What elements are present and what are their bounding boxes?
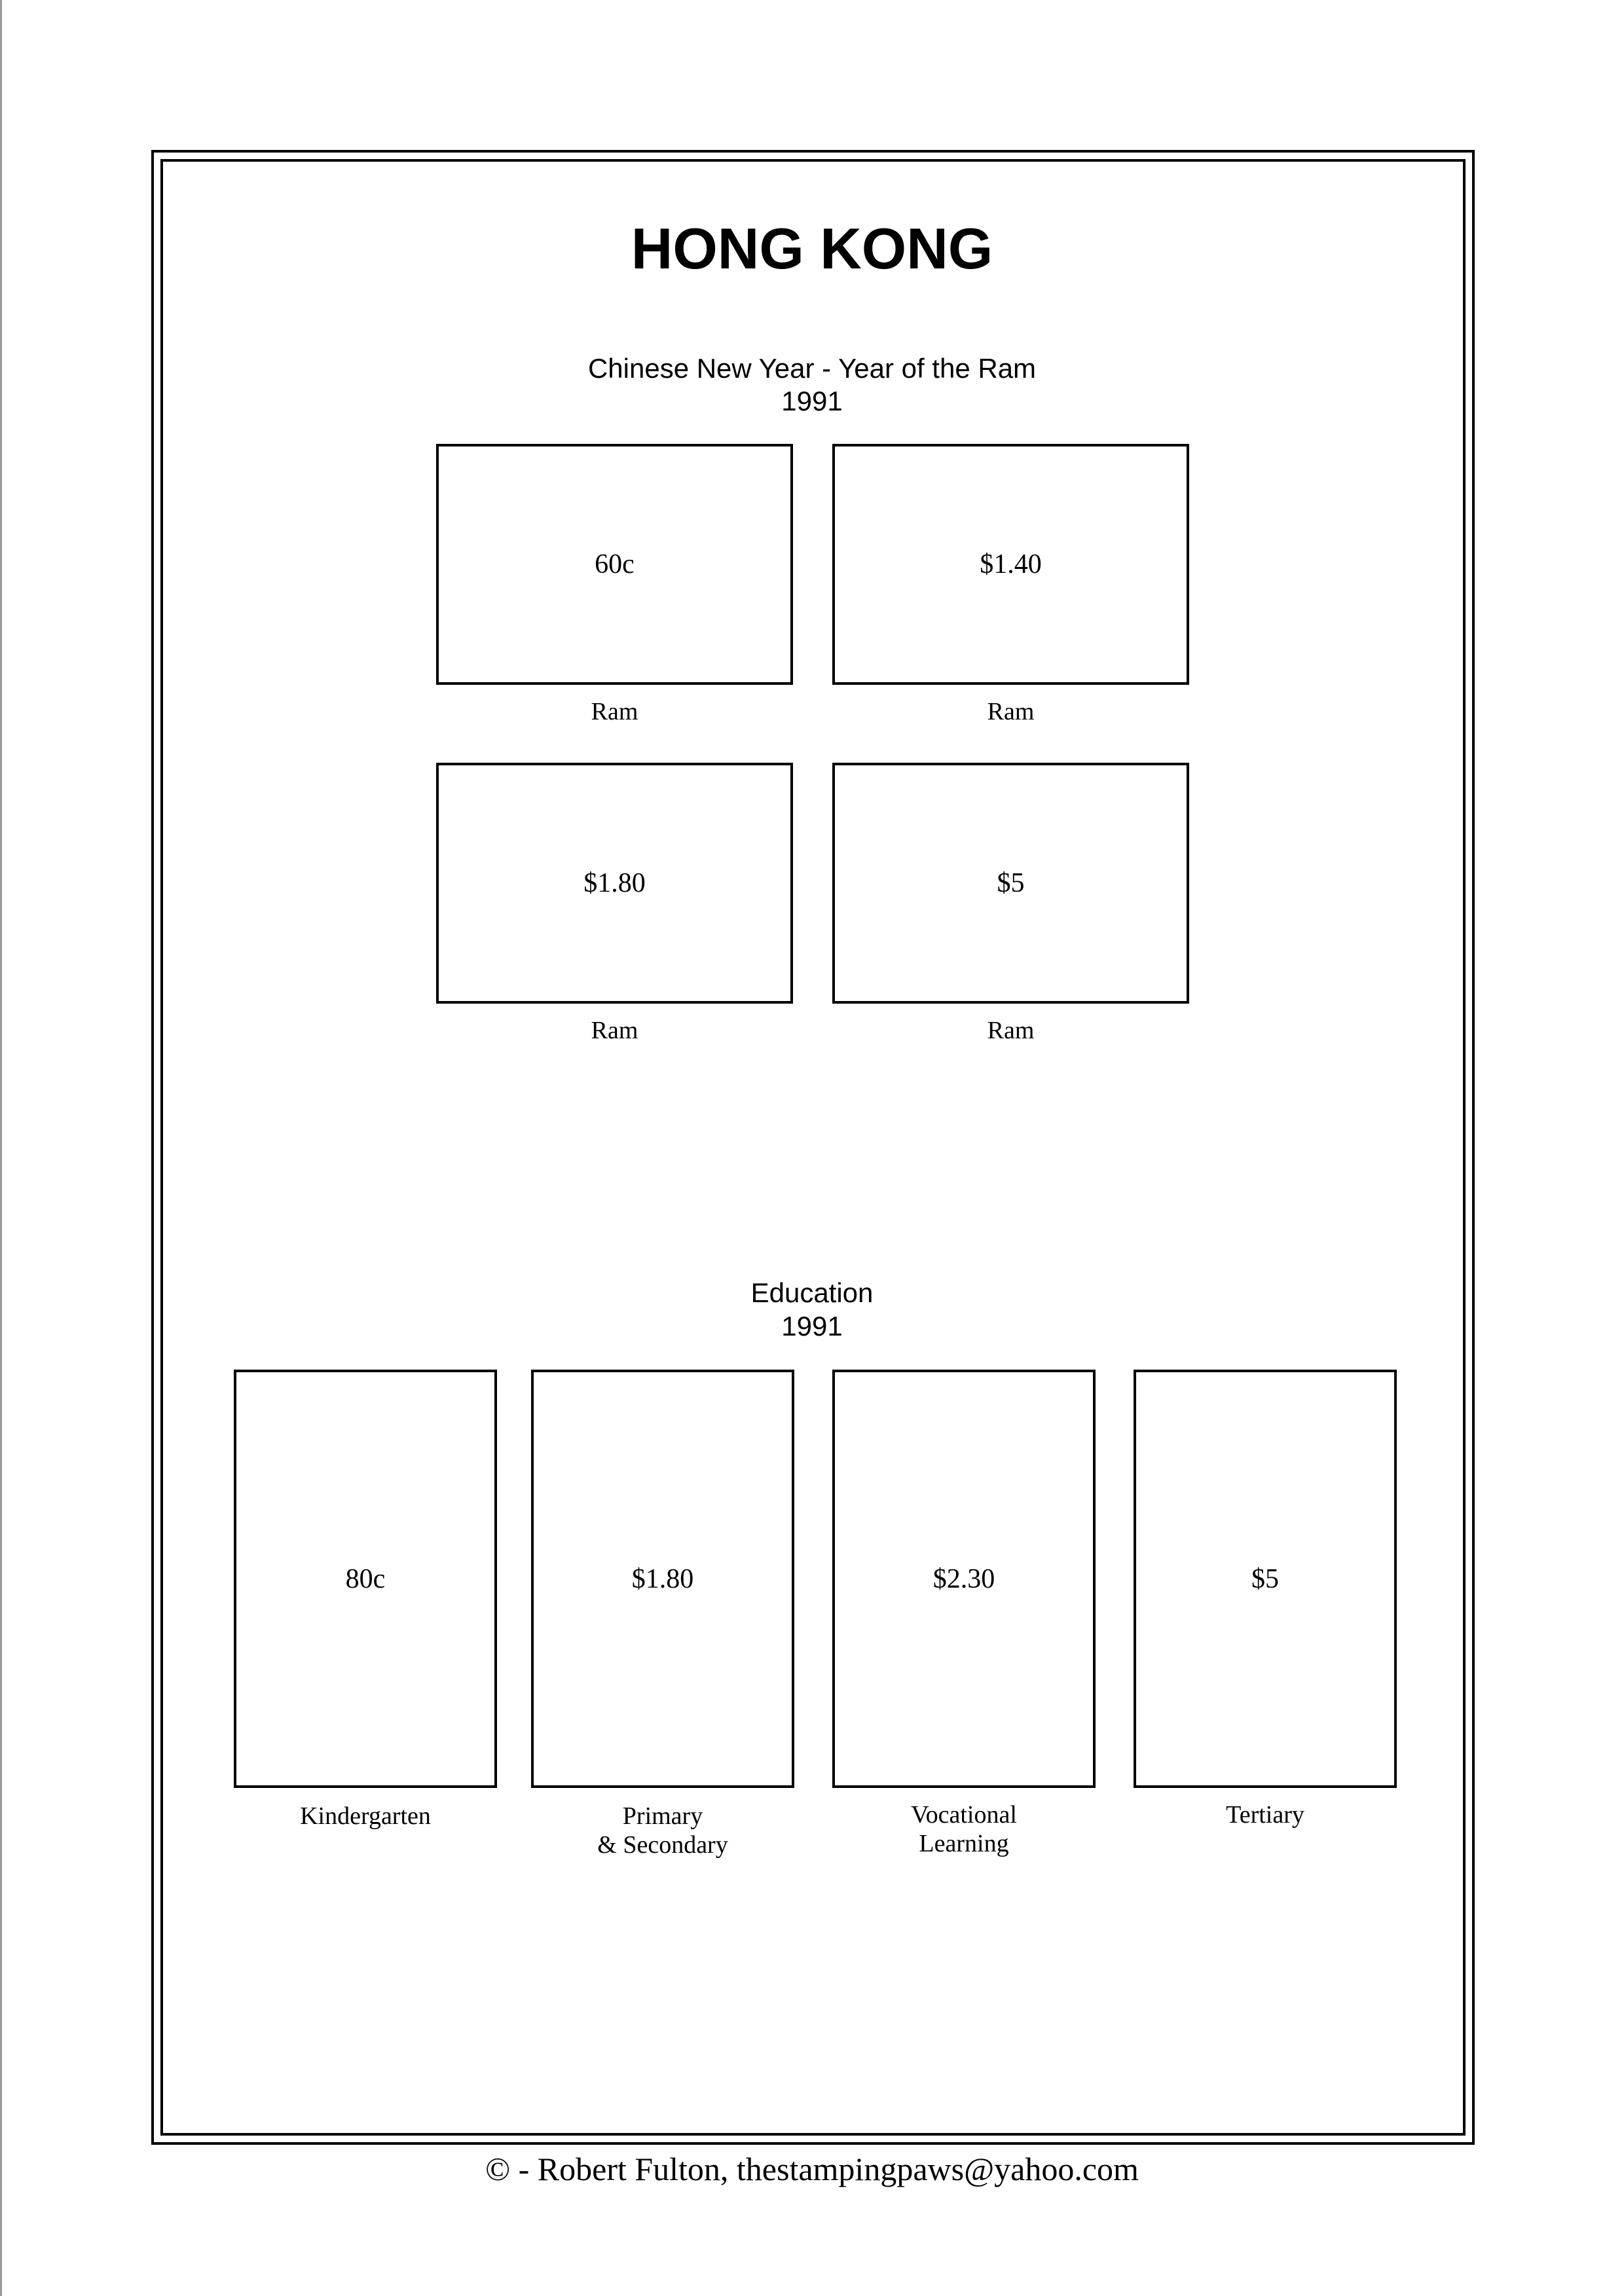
- section-year-education: 1991: [781, 1311, 843, 1341]
- stamp-value: $1.80: [631, 1563, 694, 1594]
- stamp-box: [436, 763, 793, 1004]
- stamp-caption: Ram: [591, 698, 638, 725]
- copyright-footer: © - Robert Fulton, thestampingpaws@yahoo.com: [485, 2151, 1139, 2187]
- stamp-box: [1134, 1370, 1397, 1788]
- section-heading-chinese-new-year: Chinese New Year - Year of the Ram: [587, 353, 1037, 384]
- stamp-caption: Ram: [591, 1017, 638, 1044]
- stamp-box: [832, 763, 1189, 1004]
- caption-line: Learning: [919, 1830, 1009, 1857]
- page-title: HONG KONG: [631, 216, 993, 281]
- caption-line: Primary: [622, 1802, 703, 1830]
- stamp-caption: [832, 1800, 1096, 1858]
- stamp-caption: [234, 1802, 497, 1831]
- stamp-value: $5: [997, 868, 1025, 898]
- caption-line: Kindergarten: [300, 1802, 431, 1830]
- stamp-caption: Ram: [987, 698, 1035, 725]
- stamp-value: $2.30: [932, 1563, 995, 1594]
- stamp-value: 60c: [595, 549, 635, 579]
- stamp-value: $1.80: [583, 868, 646, 898]
- stamp-value: $1.40: [980, 549, 1042, 579]
- stamp-box: [234, 1370, 497, 1788]
- page-left-edge: [0, 0, 2, 2296]
- section-heading-education: Education: [750, 1277, 874, 1308]
- stamp-caption: [1134, 1800, 1397, 1829]
- stamp-box: [531, 1370, 794, 1788]
- page-border-inner: [160, 159, 1466, 2136]
- stamp-caption: Ram: [987, 1017, 1035, 1044]
- caption-line: Tertiary: [1226, 1801, 1304, 1829]
- stamp-caption: [531, 1802, 794, 1859]
- stamp-value: 80c: [345, 1563, 386, 1594]
- caption-line: & Secondary: [597, 1831, 728, 1859]
- stamp-box: [832, 444, 1189, 685]
- stamp-value: $5: [1251, 1563, 1279, 1594]
- stamp-box: [832, 1370, 1096, 1788]
- section-year-chinese-new-year: 1991: [781, 386, 843, 416]
- stamp-box: [436, 444, 793, 685]
- caption-line: Vocational: [911, 1801, 1017, 1829]
